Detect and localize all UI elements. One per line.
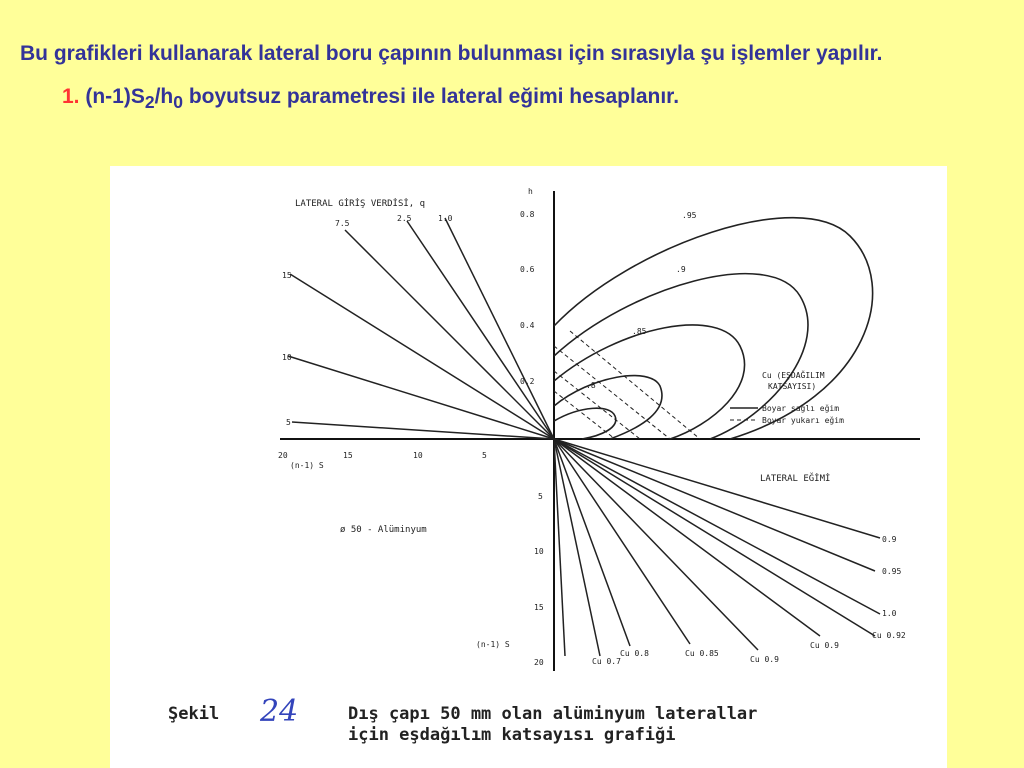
caption-number: 24 (260, 694, 299, 729)
fan-label: Cu 0.7 (592, 657, 621, 666)
fan-label: 15 (282, 271, 292, 280)
top-y-tick: 0.8 (520, 210, 535, 219)
fan-label: Cu 0.9 (810, 641, 839, 650)
lower-right-labels (592, 535, 906, 666)
top-y-tick: 0.4 (520, 321, 535, 330)
fan-label: 10 (282, 353, 292, 362)
legend-solid-label: Boyar sağlı eğim (762, 404, 840, 413)
top-y-tick: 0.6 (520, 265, 535, 274)
step-sub-2: 0 (173, 92, 183, 113)
fan-label: Cu 0.8 (620, 649, 649, 658)
legend-title-1: Cu (EŞDAĞILIM (762, 371, 825, 380)
caption-line-1: Dış çapı 50 mm olan alüminyum laterallar (348, 704, 758, 724)
upper-right-dashed (554, 331, 700, 439)
left-x-tick: 20 (278, 451, 288, 460)
fan-label: 7.5 (335, 219, 350, 228)
material-label: ø 50 - Alüminyum (340, 525, 427, 535)
nomogram-graph (110, 166, 947, 686)
fan-label: Cu 0.85 (685, 649, 719, 658)
intro-paragraph: Bu grafikleri kullanarak lateral boru çapının bulunması için sırasıyla şu işlemler yapılır. (20, 42, 883, 65)
caption-text (348, 704, 948, 746)
top-y-tick: 0.2 (520, 377, 535, 386)
fan-label: 2.5 (397, 214, 412, 223)
bottom-y-tick: 20 (534, 658, 544, 667)
top-left-title: LATERAL GİRİŞ VERDİSİ, q (295, 199, 426, 209)
top-y-ticks (520, 210, 535, 386)
caption-line-2: için eşdağılım katsayısı grafiği (348, 725, 676, 745)
contour-label: .8 (586, 381, 596, 390)
fan-label: 0.9 (882, 535, 897, 544)
left-x-ticks (278, 451, 487, 460)
step-1 (62, 81, 906, 118)
left-x-tick: 15 (343, 451, 353, 460)
fan-label: 5 (286, 418, 291, 427)
bottom-y-axis-label: (n-1) S (476, 640, 510, 649)
scanned-figure (110, 166, 947, 768)
contour-label: .9 (676, 265, 686, 274)
fan-label: Cu 0.9 (750, 655, 779, 664)
top-y-axis-label: h (528, 187, 533, 196)
upper-left-fan (288, 218, 554, 439)
contour-label: .95 (682, 211, 697, 220)
fan-label: 1.0 (438, 214, 453, 223)
step-text-c: boyutsuz parametresi ile lateral eğimi hesaplanır. (183, 85, 680, 108)
legend-dashed-label: Boyar yukarı eğim (762, 416, 844, 425)
bottom-y-tick: 10 (534, 547, 544, 556)
left-x-axis-label: (n-1) S (290, 461, 324, 470)
left-x-tick: 10 (413, 451, 423, 460)
step-text-b: /h (154, 85, 174, 108)
caption-prefix: Şekil (168, 704, 220, 724)
step-number: 1. (62, 85, 80, 108)
upper-left-labels (282, 214, 453, 427)
lower-right-fan (554, 439, 880, 656)
fan-label: 1.0 (882, 609, 897, 618)
fan-label: Cu 0.92 (872, 631, 906, 640)
lateral-slope-label: LATERAL EĞİMİ (760, 474, 831, 484)
contour-label: .85 (632, 327, 647, 336)
legend (730, 369, 844, 425)
fan-label: 0.95 (882, 567, 902, 576)
step-text-a: (n-1)S (85, 85, 145, 108)
left-x-tick: 5 (482, 451, 487, 460)
bottom-y-ticks (534, 492, 544, 667)
slide-text (20, 38, 906, 118)
step-sub-1: 2 (144, 92, 155, 113)
legend-title-2: KATSAYISI) (768, 382, 817, 391)
bottom-y-tick: 5 (538, 492, 543, 501)
bottom-y-tick: 15 (534, 603, 544, 612)
